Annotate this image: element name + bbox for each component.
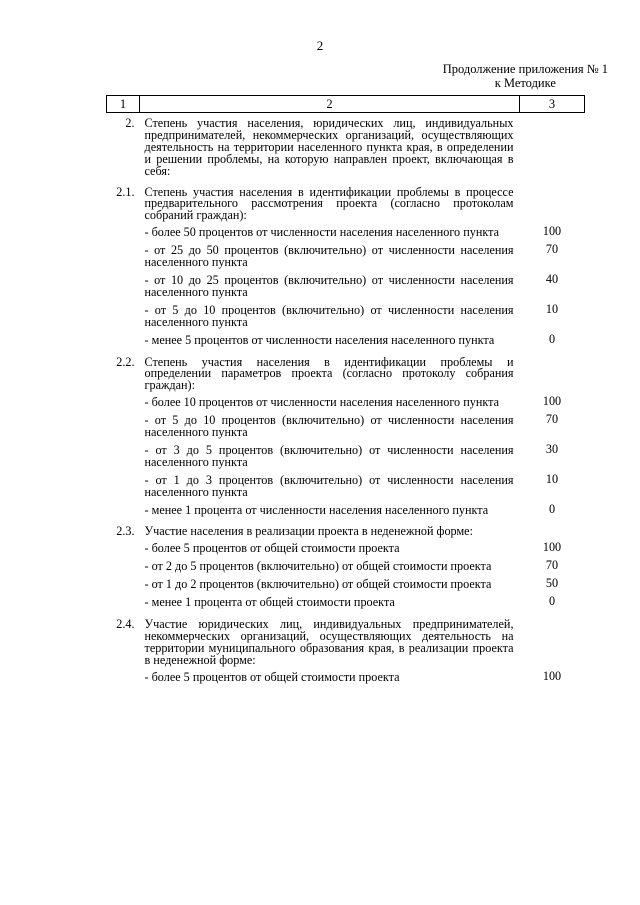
row-number: 2.3. [116,524,135,539]
section-row [107,352,585,397]
score-value: 100 [542,394,562,409]
criterion-text: - от 5 до 10 процентов (включительно) от численности населения населенного пункта [144,413,514,440]
criterion-row [107,474,585,504]
row-number [107,474,140,504]
score-value: 0 [548,331,556,346]
criteria-table [106,95,585,689]
criterion-text: - от 10 до 25 процентов (включительно) от численности населения населенного пункта [144,272,514,299]
criterion-text: - от 1 до 2 процентов (включительно) от общей стоимости проекта [144,577,492,592]
score-value: 70 [545,242,559,257]
row-number [107,226,140,244]
score-value: 100 [542,540,562,555]
section-text: Степень участия населения в идентификации проблемы в процессе предварительного рассмотрения проекта (согласно протоколам собраний граждан): [144,184,514,223]
criterion-text: - более 50 процентов от численности населения населенного пункта [144,225,499,240]
section-row [107,614,585,671]
criterion-row [107,226,585,244]
score-value: 10 [545,471,559,486]
score-value: 0 [548,501,556,516]
criterion-text: - более 5 процентов от общей стоимости проекта [144,669,400,684]
criterion-row [107,444,585,474]
criterion-text: - от 25 до 50 процентов (включительно) от численности населения населенного пункта [144,243,514,270]
row-number [107,596,140,614]
header-col-3: 3 [520,96,585,113]
criterion-row [107,274,585,304]
score-value [520,614,585,671]
appendix-line-2: к Методике [494,76,556,90]
criterion-row [107,304,585,334]
score-value [520,521,585,542]
criterion-text: - более 10 процентов от численности населения населенного пункта [144,395,499,410]
row-number [107,274,140,304]
score-value: 0 [548,594,556,609]
score-value: 50 [545,576,559,591]
criterion-text: - от 1 до 3 процентов (включительно) от численности населения населенного пункта [144,472,514,499]
criterion-row [107,334,585,352]
section-row [107,182,585,227]
table-body [107,113,585,689]
row-number [107,396,140,414]
score-value: 70 [545,412,559,427]
criterion-text: - более 5 процентов от общей стоимости проекта [144,541,400,556]
appendix-reference [443,62,608,90]
section-text: Участие населения в реализации проекта в неденежной форме: [144,524,473,539]
criterion-row [107,578,585,596]
criterion-row [107,244,585,274]
section-text: Степень участия населения в идентификации проблемы и определении параметров проекта (согласно протоколу собрания граждан): [144,354,514,393]
page-number: 2 [316,38,324,53]
criterion-row [107,396,585,414]
row-number [107,444,140,474]
score-value: 30 [545,441,559,456]
criterion-row [107,560,585,578]
criterion-text: - от 5 до 10 процентов (включительно) от численности населения населенного пункта [144,302,514,329]
score-value [520,352,585,397]
score-value: 70 [545,558,559,573]
score-value: 100 [542,224,562,239]
criterion-text: - от 2 до 5 процентов (включительно) от общей стоимости проекта [144,559,492,574]
criterion-row [107,596,585,614]
row-number: 2.1. [116,184,135,199]
appendix-line-1: Продолжение приложения № 1 [442,62,608,76]
row-number [107,560,140,578]
score-value [520,113,585,182]
row-number [107,542,140,560]
score-value [520,182,585,227]
section-row [107,113,585,182]
criterion-row [107,542,585,560]
criterion-text: - от 3 до 5 процентов (включительно) от численности населения населенного пункта [144,442,514,469]
row-number: 2.2. [116,354,135,369]
criterion-text: - менее 1 процента от общей стоимости проекта [144,595,395,610]
criterion-text: - менее 1 процента от численности населения населенного пункта [144,502,489,517]
section-row [107,521,585,542]
criterion-text: - менее 5 процентов от численности населения населенного пункта [144,332,495,347]
score-value: 100 [542,668,562,683]
score-value: 40 [545,271,559,286]
row-number [107,414,140,444]
row-number [107,304,140,334]
row-number [107,671,140,689]
header-col-2: 2 [140,96,520,113]
criterion-row [107,504,585,522]
header-col-1: 1 [107,96,140,113]
row-number: 2. [125,116,135,130]
criterion-row [107,671,585,689]
table-header-row [107,96,585,113]
section-text: Степень участия населения, юридических лиц, индивидуальных предпринимателей, некоммерческих организаций, осуществляющих деятельность на территории населенного пункта края, в определении и решении проблемы, на которую направлен проект, включающая в себя: [144,116,514,178]
section-text: Участие юридических лиц, индивидуальных предпринимателей, некоммерческих организаций, осуществляющих деятельность на территории муниципального образования края, в реализации проекта в неденежной форме: [144,617,514,667]
criterion-row [107,414,585,444]
row-number: 2.4. [116,617,135,631]
row-number [107,504,140,522]
row-number [107,334,140,352]
score-value: 10 [545,301,559,316]
row-number [107,578,140,596]
row-number [107,244,140,274]
